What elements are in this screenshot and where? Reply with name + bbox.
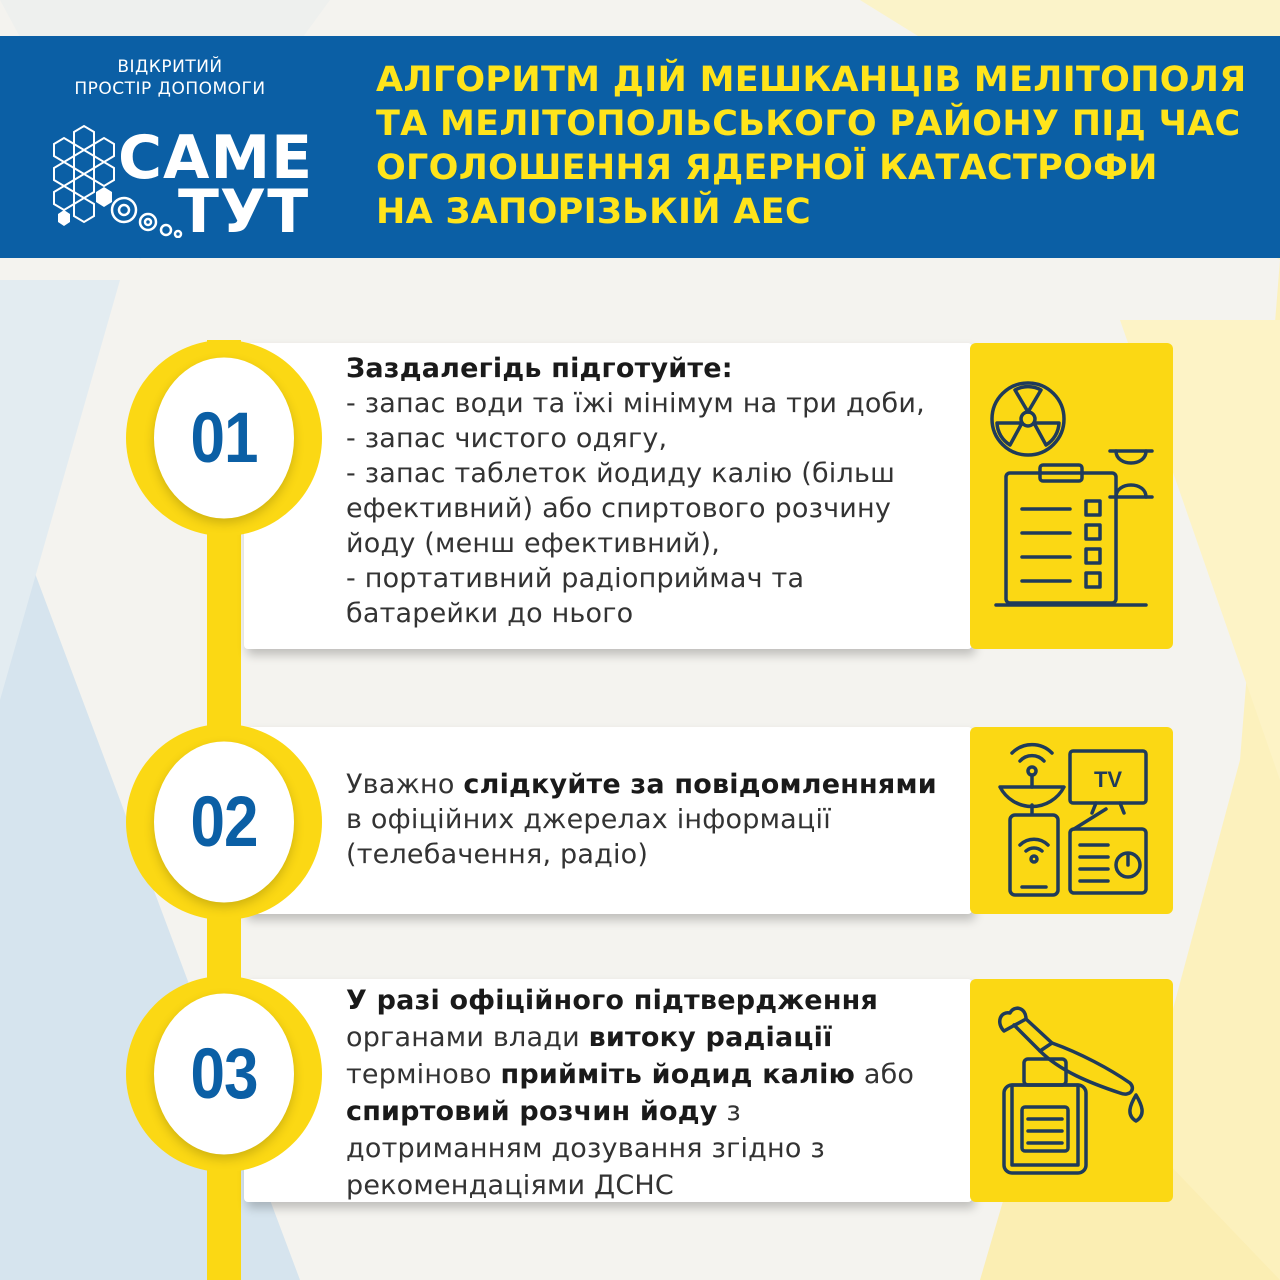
step-2-line: (телебачення, радіо) [346, 839, 649, 870]
page-title-line4: НА ЗАПОРІЗЬКІЙ АЕС [376, 192, 811, 232]
step-1-text [346, 351, 925, 631]
step-2-ring [126, 724, 322, 920]
tv-label: TV [1093, 767, 1123, 792]
step-2-line: в офіційних джерелах інформації [346, 804, 831, 835]
iodine-bottle-dropper-icon [970, 979, 1173, 1202]
step-1-number: 01 [154, 358, 294, 519]
step-3-emphasis: У разі офіційного підтвердження [346, 985, 879, 1016]
step-2-emphasis: слідкуйте за повідомленнями [463, 769, 937, 800]
step-1-card [244, 343, 972, 649]
step-3-card [244, 979, 972, 1202]
page-title-line2: ТА МЕЛІТОПОЛЬСЬКОГО РАЙОНУ ПІД ЧАС [376, 104, 1241, 144]
step-3-emphasis: витоку радіації [588, 1022, 833, 1053]
header-banner [0, 36, 1280, 258]
step-3-line: рекомендаціями ДСНС [346, 1170, 674, 1201]
step-1-line: - запас таблеток йодиду калію (більш [346, 458, 895, 489]
step-1-icon-panel [970, 343, 1173, 649]
step-1-line: йоду (менш ефективний), [346, 528, 721, 559]
step-3-number: 03 [154, 994, 294, 1155]
step-1-line: - запас чистого одягу, [346, 423, 668, 454]
page-title [376, 58, 1256, 234]
page-title-line3: ОГОЛОШЕННЯ ЯДЕРНОЇ КАТАСТРОФИ [376, 148, 1158, 188]
step-1-line: - портативний радіоприймач та [346, 563, 805, 594]
step-3-line: дотриманням дозування згідно з [346, 1133, 825, 1164]
step-3-icon-panel [970, 979, 1173, 1202]
logo-tagline [40, 56, 300, 100]
logo-word-same: САМЕ [118, 123, 314, 193]
step-1-line: ефективний) або спиртового розчину [346, 493, 892, 524]
media-devices-icon [970, 727, 1173, 914]
step-2-normal: Уважно [346, 769, 464, 800]
step-2-card [244, 727, 972, 914]
step-1-line: батарейки до нього [346, 598, 634, 629]
step-3-text [346, 982, 914, 1204]
step-2-icon-panel [970, 727, 1173, 914]
step-1-line: - запас води та їжі мінімум на три доби, [346, 388, 925, 419]
step-3-ring [126, 976, 322, 1172]
step-3-normal: органами влади [346, 1022, 589, 1053]
step-2-number: 02 [154, 742, 294, 903]
step-3-emphasis: прийміть йодид калію [500, 1059, 856, 1090]
page-title-line1: АЛГОРИТМ ДІЙ МЕШКАНЦІВ МЕЛІТОПОЛЯ [376, 60, 1247, 100]
step-1-ring [126, 340, 322, 536]
step-3-normal: або [855, 1059, 915, 1090]
step-3-normal: терміново [346, 1059, 501, 1090]
checklist-radiation-icon [970, 343, 1173, 649]
step-3-emphasis: спиртовий розчин йоду [346, 1096, 718, 1127]
step-2-text [346, 767, 937, 872]
logo-tagline-line1: ВІДКРИТИЙ [117, 57, 223, 77]
step-1-title: Заздалегідь підготуйте: [346, 353, 733, 384]
logo-word-tut: ТУТ [178, 177, 310, 247]
step-3-normal: з [717, 1096, 741, 1127]
logo-tagline-line2: ПРОСТІР ДОПОМОГИ [74, 79, 266, 99]
